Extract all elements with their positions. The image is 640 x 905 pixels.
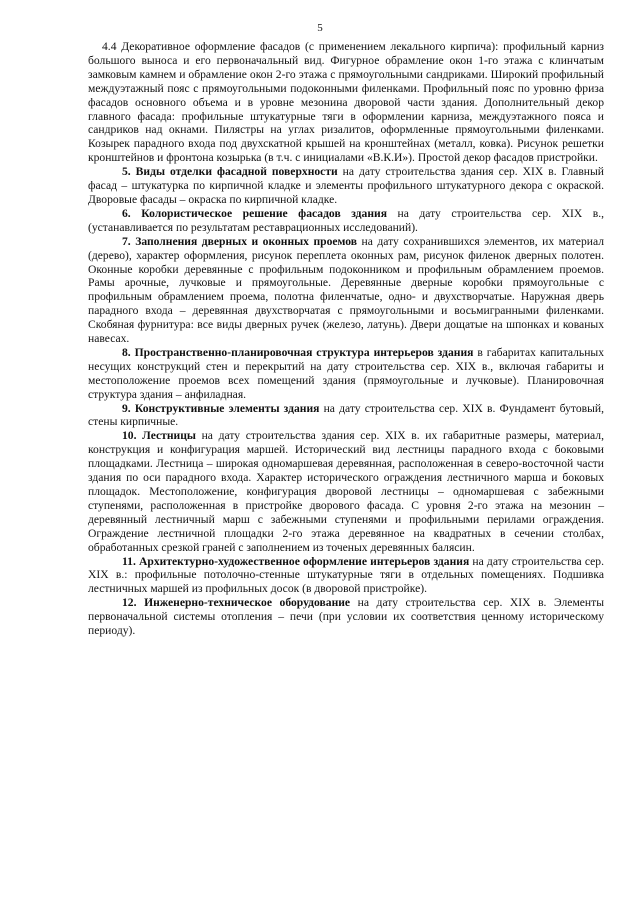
- paragraph-11: [88, 555, 604, 597]
- page-number: 5: [317, 22, 323, 34]
- paragraph-text: на дату сохранившихся элементов, их материал (дерево), характер оформления, рисунок переплета оконных рам, рисунок филенок дверных полотен. Оконные коробки деревянные с профильным подоконником и профильным обрамлением проемов. Рамы арочные, лучковые и прямоугольные. Деревянные дверные коробки прямоугольные с профильным обрамлением проема, полотна филенчатые, одно- и двухстворчатые. Наружная дверь парадного входа – деревянная двухстворчатая с прямоугольными и восьмигранными филенками. Скобяная фурнитура: все виды дверных ручек (железо, латунь). Двери дощатые на шпонках и кованых навесах.: [88, 234, 604, 346]
- paragraph-number: 10.: [122, 429, 137, 443]
- paragraph-7: [88, 235, 604, 346]
- paragraph-number: 9.: [122, 401, 131, 415]
- paragraph-10: [88, 429, 604, 554]
- paragraph-heading: Виды отделки фасадной поверхности: [135, 165, 338, 179]
- paragraph-9: [88, 402, 604, 430]
- paragraph-text: на дату строительства здания сер. XIX в. их габаритные размеры, материал, конструкция и конфигурация маршей. Исторический вид лестницы парадного входа с боковыми площадками. Лестница – широкая одномаршевая деревянная, расположенная в северо-восточной части здания по оси парадного входа. Характер исторического ограждения лестничного марша и боковых площадок. Местоположение, конфигурация дворовой лестницы – одномаршевая с забежными ступенями, расположенная в пристройке дворового фасада. С уровня 2-го этажа на мезонин – деревянный лестничный марш с забежными ступенями и профильными перилами ограждения. Ограждение лестничной площадки 2-го этажа деревянное на квадратных в сечении столбах, обработанных срезкой граней с заполнением из точеных деревянных балясин.: [88, 429, 604, 554]
- paragraph-text: на дату строительства сер. XIX в. Фундамент бутовый, стены кирпичные.: [88, 401, 604, 429]
- paragraph-heading: Пространственно-планировочная структура интерьеров здания: [134, 345, 474, 359]
- paragraph-text: на дату строительства сер. XIX в.: профильные потолочно-стенные штукатурные тяги в отдельных помещениях. Подшивка лестничных маршей из профильных досок (в дворовой пристройке).: [88, 554, 604, 596]
- paragraph-5: [88, 165, 604, 207]
- paragraph-text: на дату строительства сер. XIX в. Элементы первоначальной системы отопления – печи (при условии их соответствия ценному историческому периоду).: [88, 596, 604, 638]
- paragraph-text: на дату строительства сер. XIX в., (устанавливается по результатам реставрационных исследований).: [88, 206, 605, 234]
- paragraph-text: на дату строительства здания сер. XIX в. Главный фасад – штукатурка по кирпичной кладке и элементы профильного штукатурного декора с окраской. Дворовые фасады – окраска по кирпичной кладке.: [88, 165, 604, 206]
- paragraph-12: [88, 596, 604, 638]
- paragraph-heading: Конструктивные элементы здания: [134, 401, 320, 415]
- paragraph-number: 7.: [122, 234, 131, 248]
- paragraph-heading: Заполнения дверных и оконных проемов: [135, 234, 358, 248]
- paragraph-number: 8.: [122, 345, 131, 359]
- paragraph-text: в габаритах капитальных несущих конструкций стен и перекрытий на дату строительства сер. XIX в., включая габариты и местоположение проемов всех помещений здания (прямоугольные и лучковые). Планировочная структура здания – анфиладная.: [88, 345, 605, 401]
- document-body: [88, 40, 604, 638]
- paragraph-number: 6.: [122, 206, 131, 220]
- paragraph-text: 4.4 Декоративное оформление фасадов (с применением лекального кирпича): профильный карниз большого выноса и его первоначальный вид. Фигурное обрамление окон 1-го этажа с клинчатым замковым камнем и обрамление окон 2-го этажа с прямоугольными сандриками. Широкий профильный междуэтажный пояс с прямоугольными подоконными филенками. Профильный пояс по уровню фриза фасадов основного объема и в уровне мезонина дворовой части здания. Дополнительный декор главного фасада: профильные штукатурные тяги в оформлении карниза, междуэтажного пояса и сандриков над окнами. Пилястры на углах ризалитов, оформленные прямоугольными филенками. Козырек парадного входа под двухскатной крышей на кронштейнах (металл, ковка). Рисунок решетки кронштейнов и фронтона козырька (в т.ч. с инициалами «В.К.И»). Простой декор фасадов пристройки.: [88, 40, 604, 165]
- paragraph-8: [88, 346, 604, 402]
- paragraph-6: [88, 207, 604, 235]
- paragraph-4-4: [88, 40, 604, 165]
- paragraph-number: 12.: [122, 596, 137, 610]
- paragraph-heading: Архитектурно-художественное оформление интерьеров здания: [139, 554, 470, 568]
- paragraph-heading: Колористическое решение фасадов здания: [141, 206, 387, 220]
- paragraph-number: 11.: [122, 554, 136, 568]
- paragraph-heading: Лестницы: [142, 429, 196, 443]
- paragraph-number: 5.: [122, 165, 131, 179]
- paragraph-heading: Инженерно-техническое оборудование: [144, 596, 351, 610]
